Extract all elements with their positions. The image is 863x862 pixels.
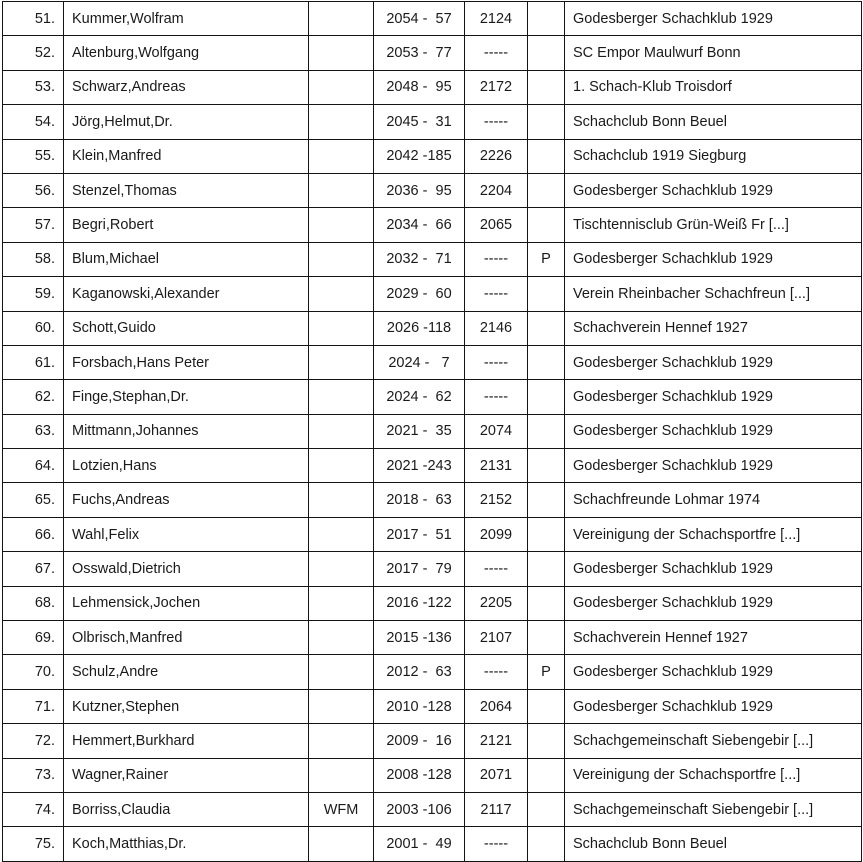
cell-flag bbox=[528, 2, 565, 36]
cell-flag bbox=[528, 827, 565, 861]
cell-player-name: Fuchs,Andreas bbox=[64, 483, 309, 517]
cell-flag bbox=[528, 449, 565, 483]
cell-club: Vereinigung der Schachsportfre [...] bbox=[565, 517, 862, 551]
cell-player-name: Finge,Stephan,Dr. bbox=[64, 380, 309, 414]
cell-national-rating: 2124 bbox=[465, 2, 528, 36]
cell-player-name: Kummer,Wolfram bbox=[64, 2, 309, 36]
cell-flag bbox=[528, 380, 565, 414]
cell-rating bbox=[374, 208, 465, 242]
cell-rank: 57. bbox=[3, 208, 64, 242]
cell-rating bbox=[374, 414, 465, 448]
cell-flag bbox=[528, 345, 565, 379]
table-row bbox=[3, 70, 862, 104]
cell-national-rating: 2071 bbox=[465, 758, 528, 792]
cell-title bbox=[309, 105, 374, 139]
cell-rating bbox=[374, 689, 465, 723]
table-row bbox=[3, 758, 862, 792]
cell-rank: 67. bbox=[3, 552, 64, 586]
cell-rank: 70. bbox=[3, 655, 64, 689]
cell-national-rating: ----- bbox=[465, 277, 528, 311]
player-ranking-table bbox=[2, 1, 862, 862]
cell-title bbox=[309, 380, 374, 414]
cell-rating-value: 2008 -128 bbox=[386, 767, 452, 784]
cell-player-name: Lehmensick,Jochen bbox=[64, 586, 309, 620]
cell-rating-value: 2010 -128 bbox=[386, 698, 452, 715]
table-row bbox=[3, 689, 862, 723]
cell-title bbox=[309, 139, 374, 173]
cell-club: Godesberger Schachklub 1929 bbox=[565, 689, 862, 723]
table-row bbox=[3, 208, 862, 242]
cell-title bbox=[309, 827, 374, 861]
cell-national-rating: 2146 bbox=[465, 311, 528, 345]
table-row bbox=[3, 621, 862, 655]
cell-flag bbox=[528, 173, 565, 207]
cell-flag: P bbox=[528, 242, 565, 276]
cell-rank: 61. bbox=[3, 345, 64, 379]
cell-club: Schachclub 1919 Siegburg bbox=[565, 139, 862, 173]
cell-club: Godesberger Schachklub 1929 bbox=[565, 586, 862, 620]
cell-national-rating: 2172 bbox=[465, 70, 528, 104]
cell-flag bbox=[528, 621, 565, 655]
cell-player-name: Altenburg,Wolfgang bbox=[64, 36, 309, 70]
cell-rating bbox=[374, 449, 465, 483]
cell-title: WFM bbox=[309, 792, 374, 826]
cell-rating-value: 2048 - 95 bbox=[386, 79, 452, 96]
cell-national-rating: 2131 bbox=[465, 449, 528, 483]
table-row bbox=[3, 311, 862, 345]
cell-rating bbox=[374, 311, 465, 345]
cell-rank: 60. bbox=[3, 311, 64, 345]
cell-rating bbox=[374, 586, 465, 620]
cell-player-name: Lotzien,Hans bbox=[64, 449, 309, 483]
cell-rating bbox=[374, 139, 465, 173]
cell-club: Verein Rheinbacher Schachfreun [...] bbox=[565, 277, 862, 311]
cell-title bbox=[309, 621, 374, 655]
cell-player-name: Schott,Guido bbox=[64, 311, 309, 345]
cell-flag bbox=[528, 105, 565, 139]
cell-flag: P bbox=[528, 655, 565, 689]
cell-club: Godesberger Schachklub 1929 bbox=[565, 380, 862, 414]
cell-flag bbox=[528, 724, 565, 758]
table-row bbox=[3, 483, 862, 517]
cell-player-name: Blum,Michael bbox=[64, 242, 309, 276]
cell-rank: 73. bbox=[3, 758, 64, 792]
cell-national-rating: ----- bbox=[465, 827, 528, 861]
cell-player-name: Hemmert,Burkhard bbox=[64, 724, 309, 758]
cell-rating-value: 2018 - 63 bbox=[386, 492, 452, 509]
cell-flag bbox=[528, 552, 565, 586]
cell-rating bbox=[374, 792, 465, 826]
cell-rating-value: 2017 - 79 bbox=[386, 560, 452, 577]
cell-title bbox=[309, 724, 374, 758]
cell-rating-value: 2015 -136 bbox=[386, 629, 452, 646]
cell-rating-value: 2026 -118 bbox=[386, 320, 452, 337]
cell-title bbox=[309, 173, 374, 207]
cell-title bbox=[309, 449, 374, 483]
cell-player-name: Klein,Manfred bbox=[64, 139, 309, 173]
cell-title bbox=[309, 655, 374, 689]
cell-rating bbox=[374, 758, 465, 792]
cell-rank: 55. bbox=[3, 139, 64, 173]
cell-rating-value: 2042 -185 bbox=[386, 148, 452, 165]
table-row bbox=[3, 586, 862, 620]
cell-player-name: Osswald,Dietrich bbox=[64, 552, 309, 586]
cell-rating-value: 2017 - 51 bbox=[386, 526, 452, 543]
cell-rank: 68. bbox=[3, 586, 64, 620]
cell-title bbox=[309, 586, 374, 620]
cell-rating-value: 2036 - 95 bbox=[386, 182, 452, 199]
cell-national-rating: ----- bbox=[465, 242, 528, 276]
cell-rating-value: 2029 - 60 bbox=[386, 285, 452, 302]
cell-national-rating: 2099 bbox=[465, 517, 528, 551]
cell-club: Godesberger Schachklub 1929 bbox=[565, 2, 862, 36]
cell-flag bbox=[528, 277, 565, 311]
cell-flag bbox=[528, 758, 565, 792]
cell-national-rating: 2121 bbox=[465, 724, 528, 758]
cell-rating-value: 2053 - 77 bbox=[386, 45, 452, 62]
cell-title bbox=[309, 242, 374, 276]
cell-rank: 69. bbox=[3, 621, 64, 655]
cell-flag bbox=[528, 792, 565, 826]
cell-rating bbox=[374, 2, 465, 36]
cell-national-rating: 2074 bbox=[465, 414, 528, 448]
cell-rating bbox=[374, 277, 465, 311]
cell-title bbox=[309, 345, 374, 379]
cell-player-name: Koch,Matthias,Dr. bbox=[64, 827, 309, 861]
cell-national-rating: ----- bbox=[465, 655, 528, 689]
cell-rank: 56. bbox=[3, 173, 64, 207]
cell-club: Schachgemeinschaft Siebengebir [...] bbox=[565, 792, 862, 826]
cell-player-name: Wagner,Rainer bbox=[64, 758, 309, 792]
cell-club: Schachfreunde Lohmar 1974 bbox=[565, 483, 862, 517]
table-row bbox=[3, 552, 862, 586]
cell-rank: 75. bbox=[3, 827, 64, 861]
cell-national-rating: ----- bbox=[465, 345, 528, 379]
cell-title bbox=[309, 552, 374, 586]
table-row bbox=[3, 827, 862, 861]
cell-club: Godesberger Schachklub 1929 bbox=[565, 173, 862, 207]
cell-rating bbox=[374, 724, 465, 758]
cell-rating-value: 2021 - 35 bbox=[386, 423, 452, 440]
cell-rank: 71. bbox=[3, 689, 64, 723]
cell-player-name: Wahl,Felix bbox=[64, 517, 309, 551]
cell-club: Tischtennisclub Grün-Weiß Fr [...] bbox=[565, 208, 862, 242]
cell-club: Schachclub Bonn Beuel bbox=[565, 105, 862, 139]
cell-rank: 54. bbox=[3, 105, 64, 139]
cell-club: Godesberger Schachklub 1929 bbox=[565, 449, 862, 483]
cell-national-rating: ----- bbox=[465, 552, 528, 586]
cell-rating-value: 2045 - 31 bbox=[386, 113, 452, 130]
table-row bbox=[3, 242, 862, 276]
cell-rating-value: 2012 - 63 bbox=[386, 664, 452, 681]
cell-title bbox=[309, 70, 374, 104]
cell-club: Vereinigung der Schachsportfre [...] bbox=[565, 758, 862, 792]
cell-rank: 51. bbox=[3, 2, 64, 36]
cell-rating bbox=[374, 827, 465, 861]
cell-player-name: Borriss,Claudia bbox=[64, 792, 309, 826]
cell-title bbox=[309, 414, 374, 448]
table-row bbox=[3, 36, 862, 70]
cell-club: Godesberger Schachklub 1929 bbox=[565, 655, 862, 689]
cell-rating bbox=[374, 173, 465, 207]
cell-player-name: Stenzel,Thomas bbox=[64, 173, 309, 207]
table-row bbox=[3, 792, 862, 826]
cell-flag bbox=[528, 586, 565, 620]
cell-club: Schachverein Hennef 1927 bbox=[565, 621, 862, 655]
table-row bbox=[3, 173, 862, 207]
cell-rating bbox=[374, 655, 465, 689]
cell-rating bbox=[374, 70, 465, 104]
cell-player-name: Schwarz,Andreas bbox=[64, 70, 309, 104]
table-row bbox=[3, 724, 862, 758]
cell-rank: 74. bbox=[3, 792, 64, 826]
cell-rank: 58. bbox=[3, 242, 64, 276]
cell-national-rating: 2107 bbox=[465, 621, 528, 655]
cell-flag bbox=[528, 70, 565, 104]
cell-flag bbox=[528, 414, 565, 448]
cell-player-name: Schulz,Andre bbox=[64, 655, 309, 689]
cell-flag bbox=[528, 483, 565, 517]
cell-title bbox=[309, 208, 374, 242]
cell-rating bbox=[374, 105, 465, 139]
cell-national-rating: 2065 bbox=[465, 208, 528, 242]
cell-national-rating: 2064 bbox=[465, 689, 528, 723]
cell-rating-value: 2024 - 7 bbox=[388, 354, 450, 371]
cell-rank: 63. bbox=[3, 414, 64, 448]
cell-flag bbox=[528, 311, 565, 345]
cell-flag bbox=[528, 139, 565, 173]
cell-club: Godesberger Schachklub 1929 bbox=[565, 242, 862, 276]
cell-player-name: Forsbach,Hans Peter bbox=[64, 345, 309, 379]
cell-club: Godesberger Schachklub 1929 bbox=[565, 414, 862, 448]
table-row bbox=[3, 449, 862, 483]
cell-rating bbox=[374, 621, 465, 655]
ranking-table-container bbox=[2, 1, 861, 862]
cell-rank: 66. bbox=[3, 517, 64, 551]
cell-rating-value: 2009 - 16 bbox=[386, 732, 452, 749]
cell-title bbox=[309, 36, 374, 70]
cell-national-rating: 2226 bbox=[465, 139, 528, 173]
cell-flag bbox=[528, 208, 565, 242]
table-row bbox=[3, 139, 862, 173]
cell-club: Schachclub Bonn Beuel bbox=[565, 827, 862, 861]
cell-rating-value: 2034 - 66 bbox=[386, 217, 452, 234]
cell-club: Schachgemeinschaft Siebengebir [...] bbox=[565, 724, 862, 758]
cell-rank: 62. bbox=[3, 380, 64, 414]
cell-club: Godesberger Schachklub 1929 bbox=[565, 345, 862, 379]
cell-rating-value: 2032 - 71 bbox=[386, 251, 452, 268]
cell-title bbox=[309, 483, 374, 517]
cell-flag bbox=[528, 689, 565, 723]
cell-flag bbox=[528, 517, 565, 551]
cell-club: SC Empor Maulwurf Bonn bbox=[565, 36, 862, 70]
table-row bbox=[3, 2, 862, 36]
table-row bbox=[3, 655, 862, 689]
cell-rank: 53. bbox=[3, 70, 64, 104]
cell-title bbox=[309, 689, 374, 723]
cell-player-name: Begri,Robert bbox=[64, 208, 309, 242]
cell-rating-value: 2016 -122 bbox=[386, 595, 452, 612]
cell-title bbox=[309, 277, 374, 311]
cell-national-rating: 2205 bbox=[465, 586, 528, 620]
table-row bbox=[3, 277, 862, 311]
cell-rank: 52. bbox=[3, 36, 64, 70]
cell-club: Godesberger Schachklub 1929 bbox=[565, 552, 862, 586]
cell-national-rating: ----- bbox=[465, 105, 528, 139]
cell-rating-value: 2024 - 62 bbox=[386, 388, 452, 405]
cell-national-rating: 2204 bbox=[465, 173, 528, 207]
cell-rating-value: 2054 - 57 bbox=[386, 10, 452, 27]
table-row bbox=[3, 517, 862, 551]
cell-player-name: Jörg,Helmut,Dr. bbox=[64, 105, 309, 139]
cell-rank: 64. bbox=[3, 449, 64, 483]
cell-rating-value: 2021 -243 bbox=[386, 457, 452, 474]
cell-rating-value: 2003 -106 bbox=[386, 801, 452, 818]
cell-title bbox=[309, 517, 374, 551]
cell-player-name: Kaganowski,Alexander bbox=[64, 277, 309, 311]
cell-rating bbox=[374, 345, 465, 379]
cell-rating bbox=[374, 517, 465, 551]
cell-rating bbox=[374, 242, 465, 276]
cell-rating bbox=[374, 380, 465, 414]
cell-rank: 65. bbox=[3, 483, 64, 517]
cell-rating-value: 2001 - 49 bbox=[386, 836, 452, 853]
cell-rating bbox=[374, 36, 465, 70]
cell-player-name: Mittmann,Johannes bbox=[64, 414, 309, 448]
cell-national-rating: 2117 bbox=[465, 792, 528, 826]
cell-national-rating: 2152 bbox=[465, 483, 528, 517]
cell-player-name: Olbrisch,Manfred bbox=[64, 621, 309, 655]
cell-title bbox=[309, 2, 374, 36]
cell-rank: 72. bbox=[3, 724, 64, 758]
cell-title bbox=[309, 311, 374, 345]
table-row bbox=[3, 345, 862, 379]
cell-rating bbox=[374, 483, 465, 517]
table-row bbox=[3, 105, 862, 139]
cell-club: 1. Schach-Klub Troisdorf bbox=[565, 70, 862, 104]
table-row bbox=[3, 414, 862, 448]
cell-title bbox=[309, 758, 374, 792]
cell-national-rating: ----- bbox=[465, 36, 528, 70]
cell-rating bbox=[374, 552, 465, 586]
cell-club: Schachverein Hennef 1927 bbox=[565, 311, 862, 345]
cell-national-rating: ----- bbox=[465, 380, 528, 414]
ranking-table-body bbox=[3, 2, 862, 862]
table-row bbox=[3, 380, 862, 414]
cell-rank: 59. bbox=[3, 277, 64, 311]
cell-flag bbox=[528, 36, 565, 70]
cell-player-name: Kutzner,Stephen bbox=[64, 689, 309, 723]
